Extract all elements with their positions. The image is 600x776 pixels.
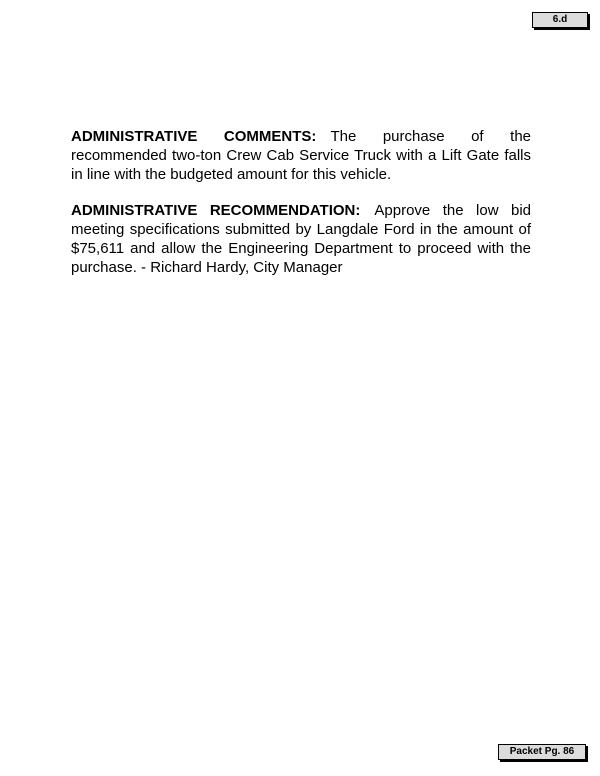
packet-page-tag: Packet Pg. 86	[498, 744, 586, 760]
administrative-comments-paragraph	[71, 127, 531, 184]
document-body	[71, 127, 531, 294]
administrative-comments-heading: ADMINISTRATIVE COMMENTS:	[71, 128, 317, 145]
agenda-item-tag: 6.d	[532, 12, 588, 28]
administrative-recommendation-heading: ADMINISTRATIVE RECOMMENDATION:	[71, 202, 361, 219]
administrative-recommendation-text: Approve the low bid meeting specifications submitted by Langdale Ford in the amount of $75,611 and allow the Engineering Department to proceed with the purchase. - Richard Hardy, City Manager	[71, 202, 531, 276]
administrative-comments-text: The purchase of the recommended two-ton Crew Cab Service Truck with a Lift Gate falls in line with the budgeted amount for this vehicle.	[71, 128, 532, 183]
administrative-recommendation-paragraph	[71, 201, 531, 277]
